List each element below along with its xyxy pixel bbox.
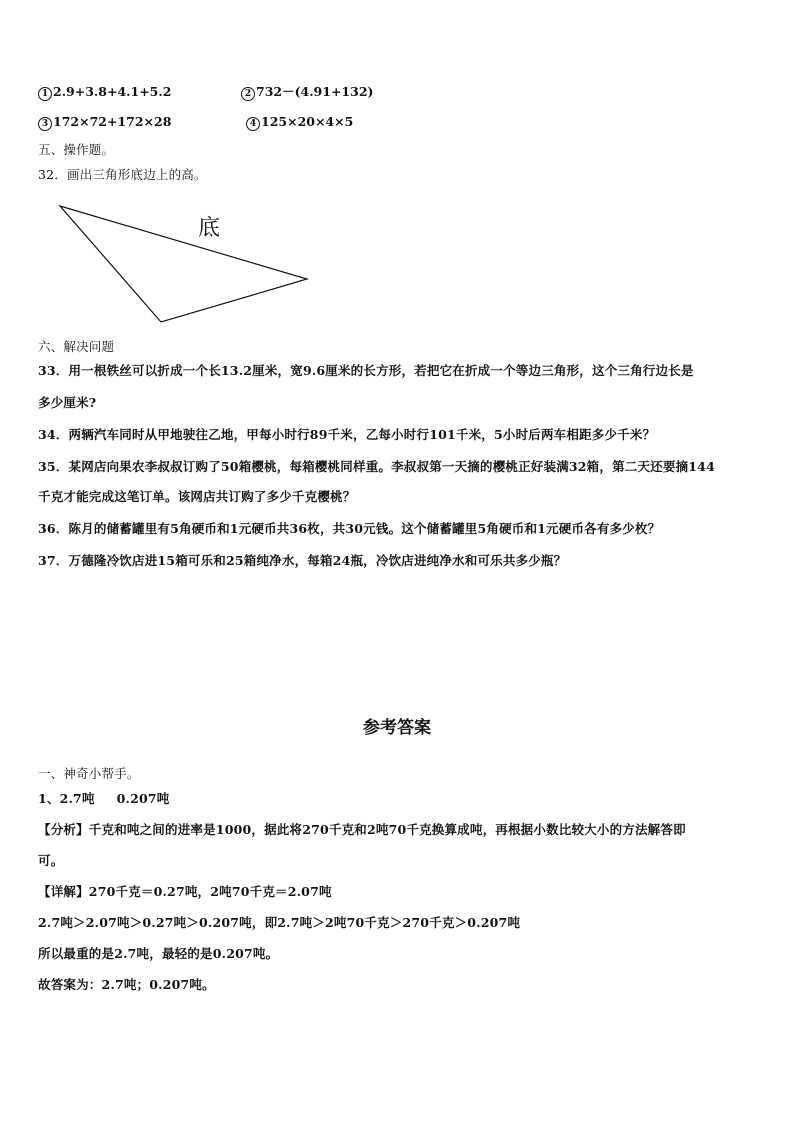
circled-number: 3 [38, 117, 52, 131]
answers-section-title: 一、神奇小帮手。 [38, 766, 140, 781]
answer-value-1: 2.7吨 [59, 791, 95, 806]
circled-number: 1 [38, 87, 52, 101]
compare-line: 2.7吨＞2.07吨＞0.27吨＞0.207吨，即2.7吨＞2吨70千克＞270千克＞0.207吨 [38, 915, 521, 930]
section-title: 六、解决问题 [38, 339, 115, 354]
answer-1 [38, 791, 170, 807]
answer-value-2: 0.207吨 [116, 791, 170, 806]
calc-item-1 [38, 84, 171, 101]
question-36: 36．陈月的储蓄罐里有5角硬币和1元硬币共36枚，共30元钱。这个储蓄罐里5角硬币和1元硬币各有多少枚？ [38, 521, 661, 536]
answer-number: 1、 [38, 791, 60, 806]
section-title: 五、操作题。 [38, 142, 115, 157]
calc-expression: 172×72+172×28 [53, 114, 172, 129]
triangle-base-label: 底 [198, 216, 221, 241]
question-35-line1: 35．某网店向果农李叔叔订购了50箱樱桃，每箱樱桃同样重。李叔叔第一天摘的樱桃正好装满32箱，第二天还要摘144 [38, 459, 715, 474]
question-35-line2: 千克才能完成这笔订单。该网店共订购了多少千克樱桃？ [38, 489, 356, 504]
circled-number: 4 [246, 117, 260, 131]
calc-item-2 [241, 84, 373, 101]
answers-title: 参考答案 [363, 718, 431, 738]
triangle-figure [0, 195, 340, 330]
question-32: 32．画出三角形底边上的高。 [38, 167, 207, 182]
detail-line: 【详解】270千克＝0.27吨，2吨70千克＝2.07吨 [38, 884, 332, 899]
calc-expression: 2.9+3.8+4.1+5.2 [53, 84, 172, 99]
final-answer-line: 故答案为：2.7吨；0.207吨。 [38, 977, 215, 992]
analysis-line1: 【分析】千克和吨之间的进率是1000，据此将270千克和2吨70千克换算成吨，再根据小数比较大小的方法解答即 [38, 822, 686, 837]
analysis-line2: 可。 [38, 853, 64, 868]
circled-number: 2 [241, 87, 255, 101]
calc-expression: 125×20×4×5 [261, 114, 354, 129]
conclusion-line: 所以最重的是2.7吨，最轻的是0.207吨。 [38, 946, 279, 961]
question-33-line1: 33．用一根铁丝可以折成一个长13.2厘米，宽9.6厘米的长方形，若把它在折成一个等边三角形，这个三角行边长是 [38, 363, 694, 378]
calc-expression: 732－(4.91+132) [256, 84, 374, 99]
question-34: 34．两辆汽车同时从甲地驶往乙地，甲每小时行89千米，乙每小时行101千米，5小时后两车相距多少千米？ [38, 427, 656, 442]
question-37: 37．万德隆冷饮店进15箱可乐和25箱纯净水，每箱24瓶，冷饮店进纯净水和可乐共多少瓶？ [38, 553, 567, 568]
calc-item-3 [38, 114, 171, 131]
triangle-shape [60, 206, 307, 322]
question-33-line2: 多少厘米? [38, 395, 97, 410]
calc-item-4 [246, 114, 353, 131]
